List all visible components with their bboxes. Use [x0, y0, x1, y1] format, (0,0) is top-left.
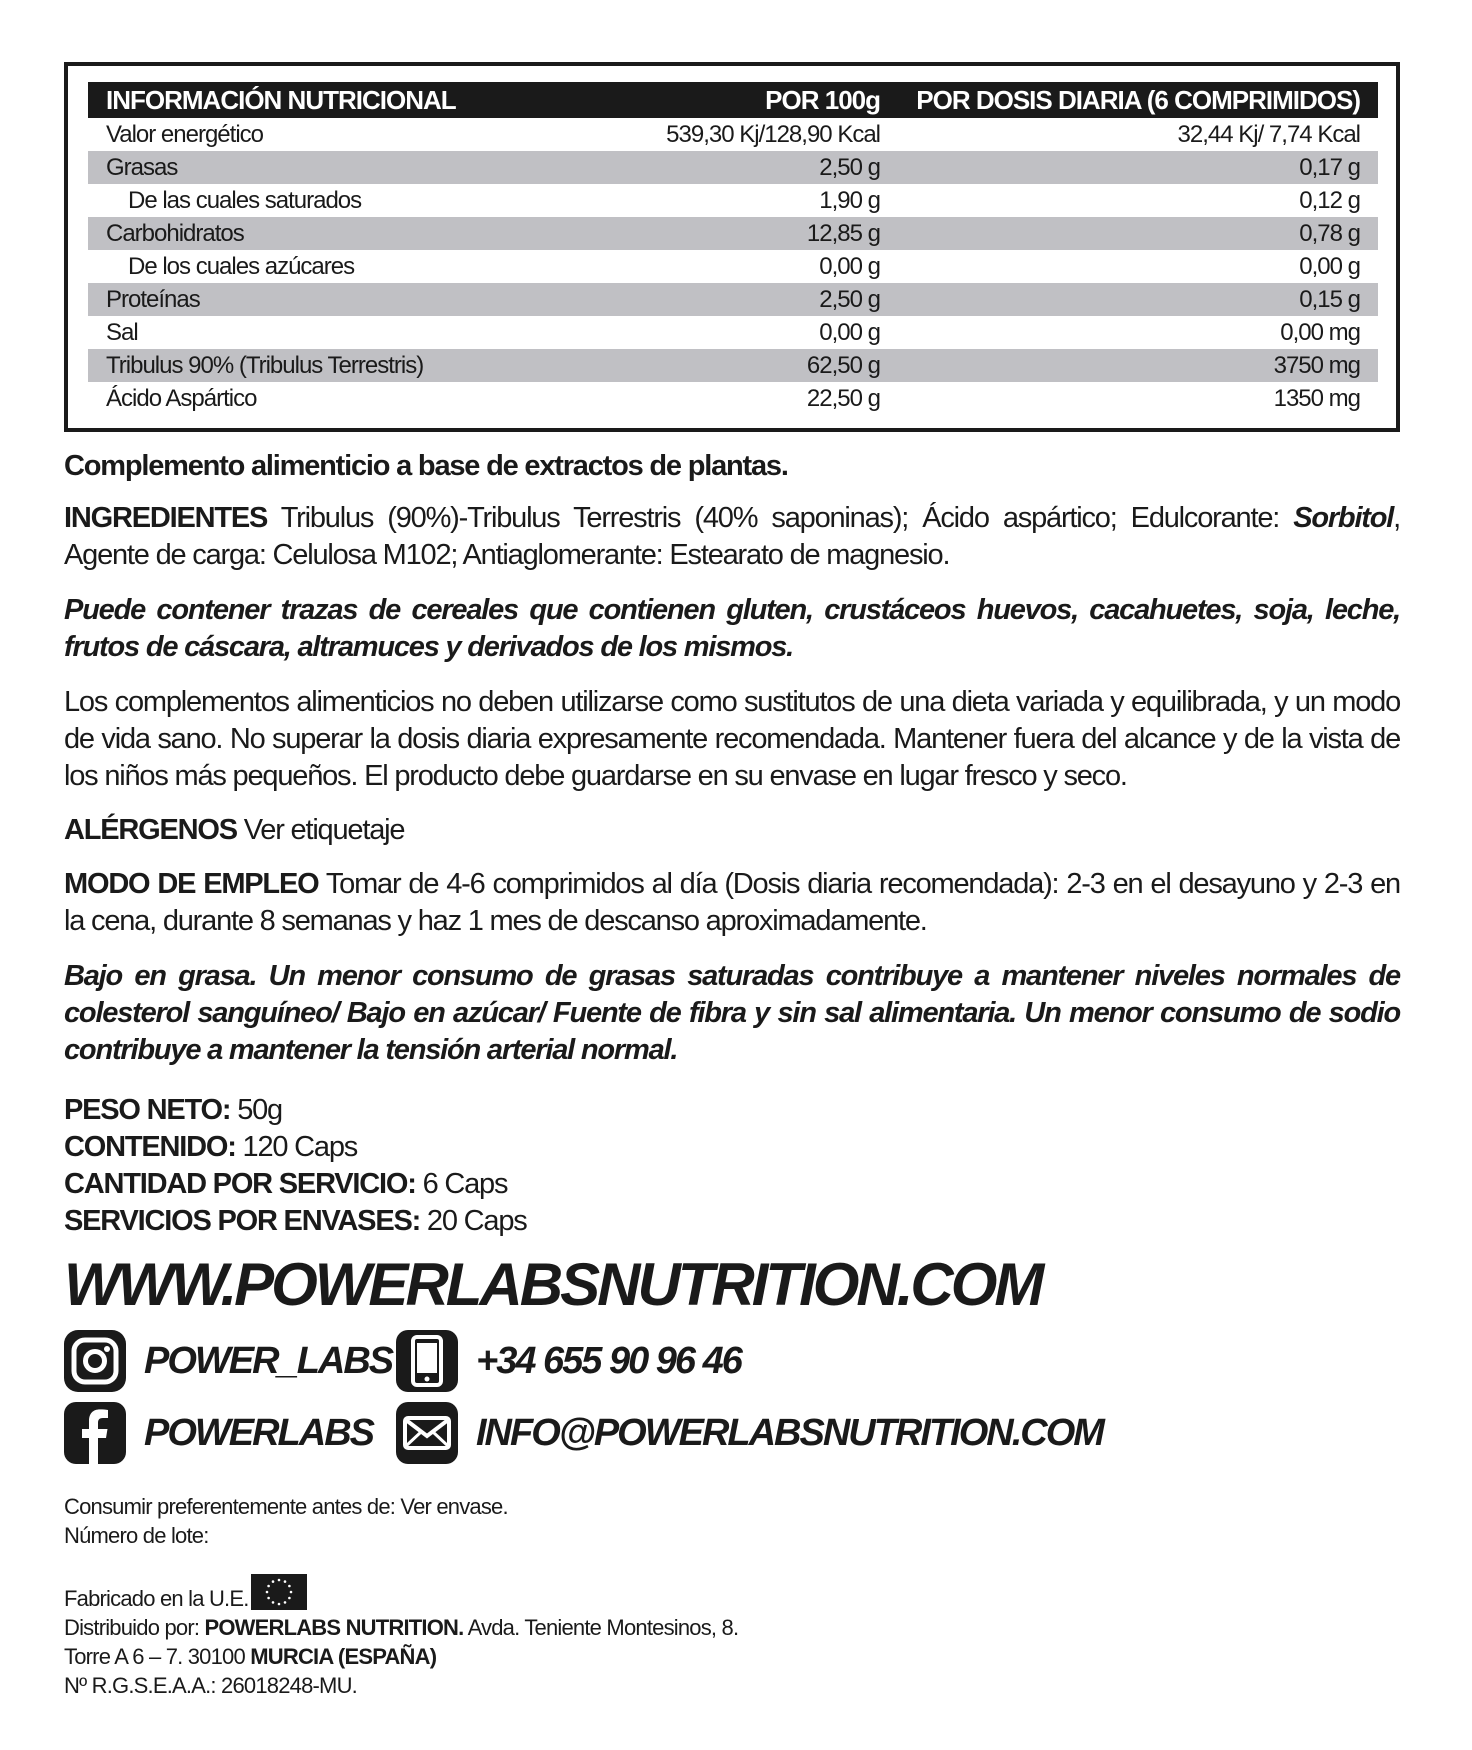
manufacturer-info — [64, 1574, 738, 1700]
product-specs — [64, 1092, 527, 1240]
nutrient-name: Valor energético — [106, 121, 263, 148]
best-before: Consumir preferentemente antes de: Ver envase. — [64, 1494, 508, 1519]
nutrition-row — [88, 151, 1378, 184]
ingredients-paragraph — [64, 500, 1400, 574]
nutrient-per100: 0,00 g — [819, 319, 880, 346]
facebook-handle: POWERLABS — [144, 1411, 373, 1454]
nutrient-name: De los cuales azúcares — [128, 253, 355, 280]
ingredients-label: INGREDIENTES — [64, 502, 268, 534]
email-address: INFO@POWERLABSNUTRITION.COM — [476, 1411, 1103, 1454]
product-description: Complemento alimenticio a base de extractos de plantas. — [64, 450, 788, 482]
ingredients-text: Tribulus (90%)-Tribulus Terrestris (40% saponinas); Ácido aspártico; Edulcorante: — [267, 502, 1294, 534]
spec-servings-per-container: SERVICIOS POR ENVASES: 20 Caps — [64, 1205, 527, 1237]
nutrition-row — [88, 349, 1378, 382]
instagram-icon — [64, 1330, 126, 1392]
lot-number: Número de lote: — [64, 1523, 209, 1548]
instagram-handle: POWER_LABS — [144, 1339, 393, 1382]
nutrient-perdose: 0,17 g — [898, 151, 1378, 184]
nutrient-per100: 2,50 g — [648, 283, 898, 316]
nutrition-row — [88, 250, 1378, 283]
nutrient-perdose: 0,15 g — [898, 283, 1378, 316]
nutrient-name: Tribulus 90% (Tribulus Terrestris) — [88, 349, 648, 382]
distributor-line: Distribuido por: POWERLABS NUTRITION. Avda. Teniente Montesinos, 8. — [64, 1615, 739, 1640]
nutrient-per100: 12,85 g — [648, 217, 898, 250]
address-line: Torre A 6 – 7. 30100 MURCIA (ESPAÑA) — [64, 1644, 437, 1669]
nutrient-name: Grasas — [88, 151, 648, 184]
nutrition-header-per100: POR 100g — [648, 82, 898, 118]
nutrient-perdose: 1350 mg — [1273, 385, 1360, 412]
registry-number: Nº R.G.S.E.A.A.: 26018248-MU. — [64, 1673, 357, 1698]
lot-info — [64, 1492, 508, 1550]
usage-label: MODO DE EMPLEO — [64, 868, 319, 900]
nutrient-perdose: 0,00 g — [1299, 253, 1360, 280]
nutrition-table — [88, 82, 1378, 415]
facebook-icon — [64, 1402, 126, 1464]
allergens-paragraph — [64, 812, 1400, 849]
nutrient-per100: 0,00 g — [819, 253, 880, 280]
nutrient-name: Sal — [106, 319, 138, 346]
phone-contact[interactable] — [396, 1330, 741, 1392]
nutrient-name: Ácido Aspártico — [106, 385, 257, 412]
nutrition-row — [88, 382, 1378, 415]
nutrition-row — [88, 283, 1378, 316]
usage-text: Tomar de 4-6 comprimidos al día (Dosis diaria recomendada): 2-3 en el desayuno y 2-3 en la cena, durante 8 semanas y haz 1 mes de descanso aproximadamente. — [64, 868, 1400, 937]
nutrient-per100: 1,90 g — [819, 187, 880, 214]
nutrition-header-row — [88, 82, 1378, 118]
nutrient-per100: 22,50 g — [806, 385, 880, 412]
spec-serving-size: CANTIDAD POR SERVICIO: 6 Caps — [64, 1168, 508, 1200]
distributor-name: POWERLABS NUTRITION. — [204, 1615, 464, 1640]
mail-icon — [396, 1402, 458, 1464]
spec-content: CONTENIDO: 120 Caps — [64, 1131, 358, 1163]
made-in-eu: Fabricado en la U.E. — [64, 1574, 738, 1613]
nutrition-row — [88, 316, 1378, 349]
allergens-text: Ver etiquetaje — [236, 814, 405, 846]
spec-net-weight: PESO NETO: 50g — [64, 1094, 282, 1126]
usage-paragraph — [64, 866, 1400, 940]
nutrient-per100: 539,30 Kj/128,90 Kcal — [666, 121, 880, 148]
ingredients-text-2: , Agente de carga: Celulosa M102; Antiaglomerante: Estearato de magnesio. — [64, 502, 1400, 571]
nutrient-name: Carbohidratos — [88, 217, 648, 250]
ingredients-sweetener: Sorbitol — [1293, 502, 1394, 534]
city: MURCIA (ESPAÑA) — [250, 1644, 437, 1669]
traces-warning: Puede contener trazas de cereales que contienen gluten, crustáceos huevos, cacahuetes, soja, leche, frutos de cáscara, altramuces y derivados de los mismos. — [64, 594, 1400, 663]
nutrition-row — [88, 217, 1378, 250]
nutrient-per100: 62,50 g — [648, 349, 898, 382]
phone-icon — [396, 1330, 458, 1392]
nutrition-row — [88, 118, 1378, 151]
phone-number: +34 655 90 96 46 — [476, 1339, 741, 1382]
nutrient-perdose: 0,12 g — [1299, 187, 1360, 214]
nutrition-header-name: INFORMACIÓN NUTRICIONAL — [88, 82, 648, 118]
health-claims: Bajo en grasa. Un menor consumo de grasas saturadas contribuye a mantener niveles normales de colesterol sanguíneo/ Bajo en azúcar/ Fuente de fibra y sin sal alimentaria. Un menor consumo de sodio contribuye a mantener la tensión arterial normal. — [64, 960, 1400, 1066]
instagram-contact[interactable] — [64, 1330, 392, 1392]
usage-warning: Los complementos alimenticios no deben utilizarse como sustitutos de una dieta variada y equilibrada, y un modo de vida sano. No superar la dosis diaria expresamente recomendada. Mantener fuera del alcance y de la vista de los niños más pequeños. El producto debe guardarse en su envase en lugar fresco y seco. — [64, 686, 1400, 792]
allergens-label: ALÉRGENOS — [64, 814, 237, 846]
nutrient-perdose: 3750 mg — [898, 349, 1378, 382]
nutrition-row — [88, 184, 1378, 217]
email-contact[interactable] — [396, 1402, 1103, 1464]
nutrient-perdose: 32,44 Kj/ 7,74 Kcal — [1177, 121, 1360, 148]
nutrient-name: De las cuales saturados — [128, 187, 362, 214]
nutrient-name: Proteínas — [88, 283, 648, 316]
nutrient-per100: 2,50 g — [648, 151, 898, 184]
nutrient-perdose: 0,00 mg — [1280, 319, 1360, 346]
nutrition-table-box — [64, 62, 1400, 432]
facebook-contact[interactable] — [64, 1402, 373, 1464]
eu-flag-icon — [251, 1574, 307, 1610]
nutrient-perdose: 0,78 g — [898, 217, 1378, 250]
nutrition-header-perdose: POR DOSIS DIARIA (6 COMPRIMIDOS) — [898, 82, 1378, 118]
website-url[interactable]: WWW.POWERLABSNUTRITION.COM — [64, 1251, 1042, 1318]
